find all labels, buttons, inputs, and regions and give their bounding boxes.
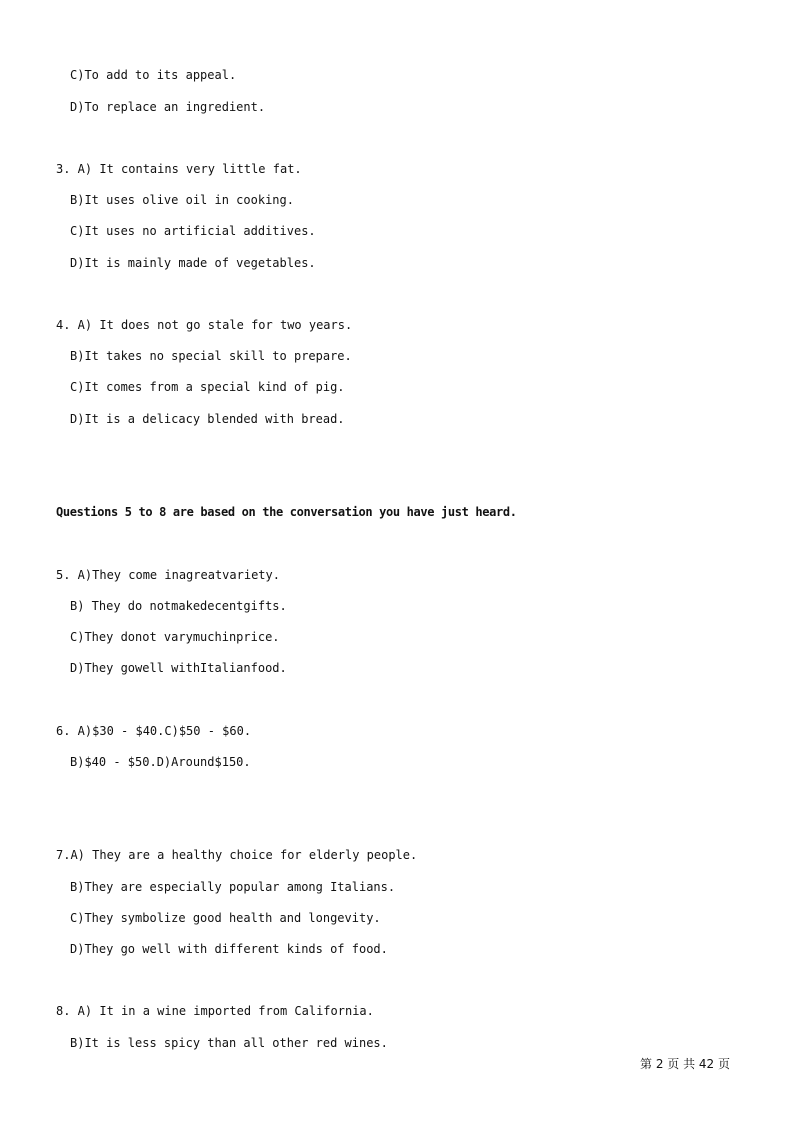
q4-option-d: D)It is a delicacy blended with bread. <box>70 412 345 426</box>
page-number-footer: 第 2 页 共 42 页 <box>640 1057 730 1071</box>
q3-option-a: 3. A) It contains very little fat. <box>56 162 302 176</box>
q5-option-a: 5. A)They come inagreatvariety. <box>56 568 280 582</box>
q3-option-d: D)It is mainly made of vegetables. <box>70 256 316 270</box>
section-heading: Questions 5 to 8 are based on the conversation you have just heard. <box>56 505 517 519</box>
q4-option-a: 4. A) It does not go stale for two years. <box>56 318 353 332</box>
q3-option-c: C)It uses no artificial additives. <box>70 224 316 238</box>
q8-option-a: 8. A) It in a wine imported from California. <box>56 1004 374 1018</box>
q2-option-d: D)To replace an ingredient. <box>70 100 266 114</box>
q5-option-b: B) They do notmakedecentgifts. <box>70 599 287 613</box>
q5-option-d: D)They gowell withItalianfood. <box>70 661 287 675</box>
q3-option-b: B)It uses olive oil in cooking. <box>70 193 294 207</box>
q2-option-c: C)To add to its appeal. <box>70 68 237 82</box>
q4-option-b: B)It takes no special skill to prepare. <box>70 349 352 363</box>
q7-option-c: C)They symbolize good health and longevity. <box>70 911 381 925</box>
q6-option-b: B)$40 - $50.D)Around$150. <box>70 755 251 769</box>
q7-option-a: 7.A) They are a healthy choice for elderly people. <box>56 848 418 862</box>
q6-option-a: 6. A)$30 - $40.C)$50 - $60. <box>56 724 252 738</box>
q8-option-b: B)It is less spicy than all other red wines. <box>70 1036 388 1050</box>
q4-option-c: C)It comes from a special kind of pig. <box>70 380 345 394</box>
q7-option-d: D)They go well with different kinds of food. <box>70 942 388 956</box>
q7-option-b: B)They are especially popular among Italians. <box>70 880 396 894</box>
q5-option-c: C)They donot varymuchinprice. <box>70 630 280 644</box>
